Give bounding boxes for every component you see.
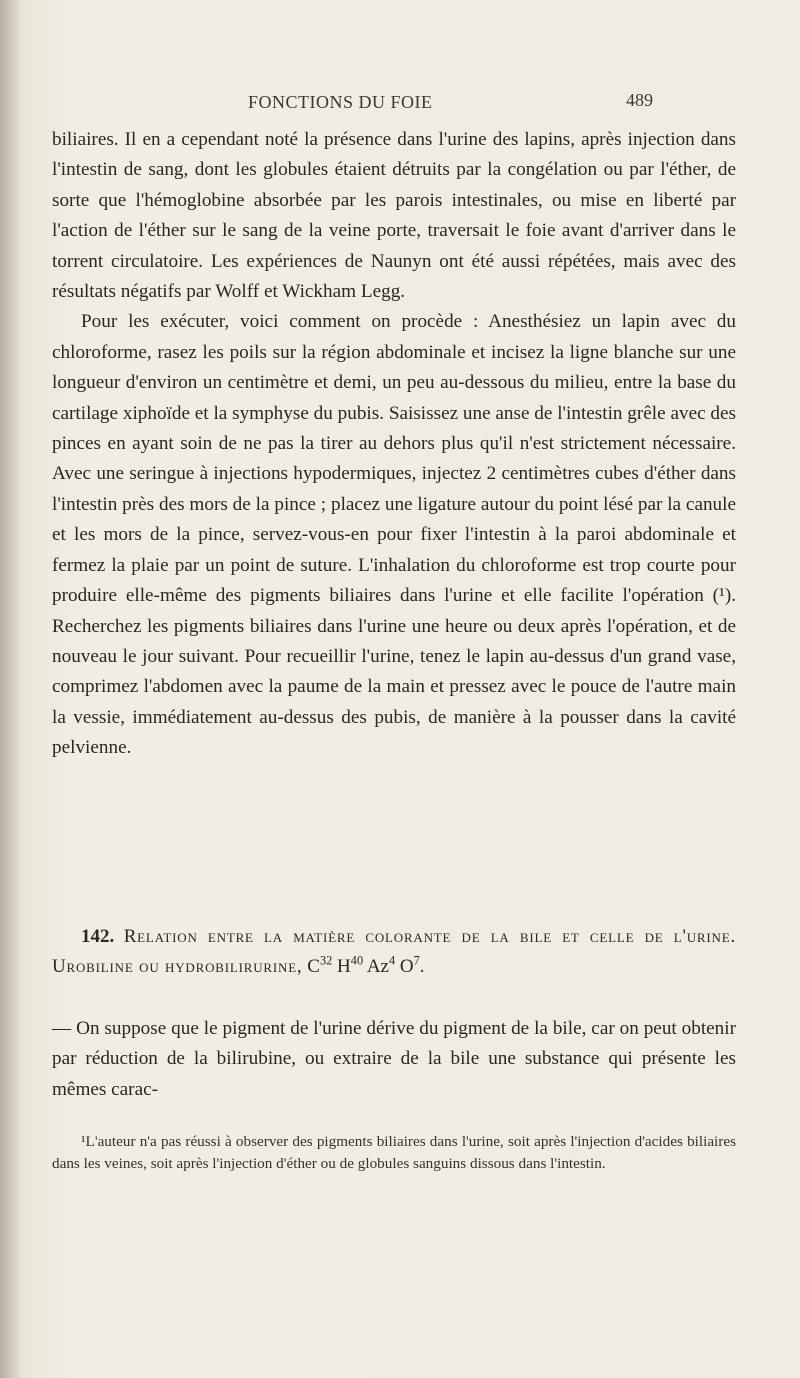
paragraph-2-text: Pour les exécuter, voici comment on procède : Anesthésiez un lapin avec du chloroforme, rasez les poils sur la région abdominale et incisez la ligne blanche sur une longueur d'environ un centimètre et demi, un peu au-dessous du milieu, entre la base du cartilage xiphoïde et la symphyse du pubis. Saisissez une anse de l'intestin grêle avec des pinces en ayant soin de ne pas la tirer au dehors plus qu'il n'est strictement nécessaire. Avec une seringue à injections hypodermiques, injectez 2 centimètres cubes d'éther dans l'intestin près des mors de la pince ; placez une ligature autour du point lésé par la canule et les mors de la pince, servez-vous-en pour fixer l'intestin à la paroi abdominale et fermez la plaie par un point de suture. L'inhalation du chloroforme est trop courte pour produire elle-même des pigments biliaires dans l'urine et elle facilite l'opération xyxy=(52,311,736,607)
formula-hydrogen: H xyxy=(337,956,351,978)
formula-hydrogen-count: 40 xyxy=(350,954,364,969)
section-heading xyxy=(52,922,736,983)
formula-carbon: C xyxy=(307,956,320,978)
footnote-text: ¹L'auteur n'a pas réussi à observer des pigments biliaires dans l'urine, soit après l'injection d'acides biliaires dans les veines, soit après l'injection d'éther ou de globules sanguins dissous dans l'intestin. xyxy=(52,1133,736,1172)
formula-oxygen-count: 7 xyxy=(413,954,420,969)
section-number: 142. xyxy=(81,926,115,947)
footnote-reference: (¹) xyxy=(712,585,732,607)
formula-azote: Az xyxy=(366,956,389,978)
formula-oxygen: O xyxy=(399,956,414,978)
paragraph-2-continuation: . Recherchez les pigments biliaires dans l'urine une heure ou deux après l'opération, et de nouveau le jour suivant. Pour recueillir l'urine, tenez le lapin au-dessus d'un grand vase, comprimez l'abdomen avec la paume de la main et pressez avec le pouce de l'autre main la vessie, immédiatement au-dessus des pubis, de manière à la pousser dans la cavité pelvienne. xyxy=(52,585,737,759)
binding-shadow xyxy=(0,0,22,1378)
footnote xyxy=(52,1131,736,1174)
formula-period: . xyxy=(419,956,425,978)
paragraph-1: biliaires. Il en a cependant noté la présence dans l'urine des lapins, après injection dans l'intestin de sang, dont les globules étaient détruits par la congélation ou par l'éther, de sorte que l'hémoglobine absorbée par les parois intestinales, ou mise en liberté par l'action de l'éther sur le sang de la veine porte, traversait le foie avant d'arriver dans le torrent circulatoire. Les expériences de Naunyn ont été aussi répétées, mais avec des résultats négatifs par Wolff et Wickham Legg. xyxy=(52,129,736,303)
section-body-text: — On suppose que le pigment de l'urine dérive du pigment de la bile, car on peut obtenir par réduction de la bilirubine, ou extraire de la bile une substance qui présente les mêmes carac- xyxy=(52,1018,736,1100)
main-text xyxy=(52,125,736,764)
section-title: Relation entre la matière colorante de la bile et celle de l'urine. Urobiline ou hydrobilirurine, xyxy=(52,926,736,978)
formula-carbon-count: 32 xyxy=(319,954,333,969)
chemical-formula xyxy=(307,956,424,977)
formula-azote-count: 4 xyxy=(388,954,396,969)
paragraph-2 xyxy=(52,307,736,763)
page-number: 489 xyxy=(626,90,653,110)
running-head: FONCTIONS DU FOIE xyxy=(248,92,433,112)
